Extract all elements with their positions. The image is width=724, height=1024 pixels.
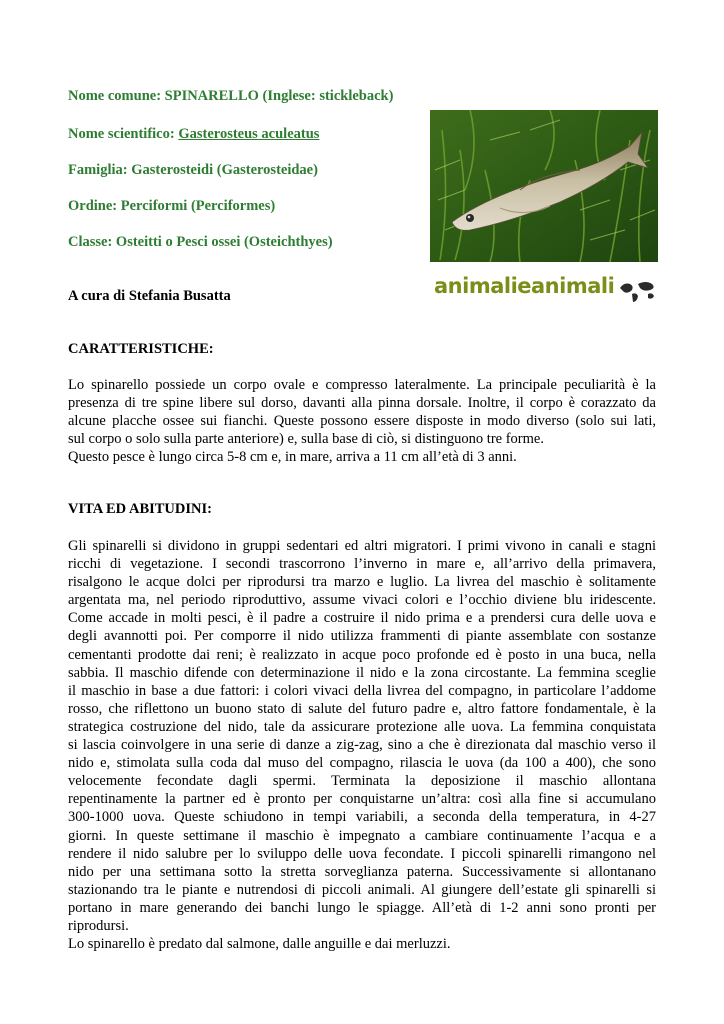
section-title-vita: VITA ED ABITUDINI: bbox=[68, 501, 212, 517]
paragraph-vita bbox=[68, 537, 656, 953]
text-line: degli avannotti poi. Per comporre il nido utilizza frammenti di piante assemblate con sostanze bbox=[68, 628, 656, 645]
text-line: sabbia. Il maschio difende con determinazione il nido e la zona circostante. La femmina sceglie bbox=[68, 664, 656, 681]
order: Ordine: Perciformi (Perciformes) bbox=[68, 198, 276, 214]
text-line: Come accade in molti pesci, è il padre a costruire il nido prima e a prendersi cura delle uova e bbox=[68, 610, 656, 627]
text-line: argentata ma, nel periodo riproduttivo, assume vivaci colori e l’occhio diviene blu iridescente. bbox=[68, 592, 656, 609]
text-line: nido per una settimana sotto la stretta sorveglianza paterna. Successivamente si allontanano bbox=[68, 863, 656, 880]
text-line: stazionando tra le piante e nutrendosi di piccoli animali. Al giungere dell’estate gli spinarelli si bbox=[68, 881, 656, 898]
text-line: presenza di tre spine libere sul dorso, davanti alla pinna dorsale. Inoltre, il corpo è corazzato da bbox=[68, 395, 656, 412]
family: Famiglia: Gasterosteidi (Gasterosteidae) bbox=[68, 162, 318, 178]
world-map-icon bbox=[618, 278, 658, 304]
class: Classe: Osteitti o Pesci ossei (Osteichthyes) bbox=[68, 234, 333, 250]
text-line: repentinamente la partner ed è pronto per conquistarne un’altra: così alla fine si accumulano bbox=[68, 791, 656, 808]
scientific-name bbox=[68, 125, 420, 143]
paragraph-caratteristiche bbox=[68, 376, 656, 466]
text-line: riprodursi. bbox=[68, 917, 129, 934]
text-line: velocemente fecondate dagli spermi. Terminata la deposizione il maschio allontana bbox=[68, 773, 656, 790]
text-line: rosso, che riflettono un buono stato di salute del futuro padre e, altro fattore fondamentale, è la bbox=[68, 700, 656, 717]
author: A cura di Stefania Busatta bbox=[68, 288, 231, 304]
text-line: si lascia coinvolgere in una serie di danze a zig-zag, sino a che è direzionata dal maschio verso il bbox=[68, 737, 656, 754]
scientific-name-label: Nome scientifico: bbox=[68, 126, 179, 142]
text-line: Gli spinarelli si dividono in gruppi sedentari ed altri migratori. I primi vivono in canali e stagni bbox=[68, 538, 656, 554]
text-line: alcune placche ossee sui fianchi. Queste possono essere disposte in modo diverso (solo sui lati, bbox=[68, 413, 656, 430]
text-line: il maschio in base a due fattori: i colori vivaci della livrea del compagno, in particolare l’addome bbox=[68, 682, 656, 699]
text-line: nido e, stimolata sulla coda dal muso del compagno, rilascia le uova (da 100 a 400), che sono bbox=[68, 755, 656, 772]
text-line: Lo spinarello è predato dal salmone, dalle anguille e dai merluzzi. bbox=[68, 936, 451, 953]
section-title-caratteristiche: CARATTERISTICHE: bbox=[68, 341, 214, 357]
text-line: cementanti prodotte dai reni; è realizzato in acque poco profonde ed è posto in una buca, nella bbox=[68, 646, 656, 663]
text-line: Lo spinarello possiede un corpo ovale e compresso lateralmente. La principale peculiarità è la bbox=[68, 377, 656, 393]
animali-e-animali-logo bbox=[430, 270, 658, 310]
text-line: sul corpo o solo sulla parte anteriore) e, sulla base di ciò, si distinguono tre forme. bbox=[68, 431, 544, 448]
text-line: strategica costruzione del nido, tale da assicurare protezione alle uova. La femmina conquistata bbox=[68, 718, 656, 735]
logo-text: animalieanimali bbox=[434, 274, 615, 298]
text-line: giorni. In queste settimane il maschio è impegnato a cambiare continuamente l’acqua e a bbox=[68, 827, 656, 844]
text-line: portano in mare generando dei banchi lungo le spiagge. All’età di 1-2 anni sono pronti per bbox=[68, 899, 656, 916]
text-line: 300-1000 uova. Queste schiudono in tempi variabili, a seconda della temperatura, in 4-27 bbox=[68, 809, 656, 826]
scientific-name-value[interactable]: Gasterosteus aculeatus bbox=[178, 126, 320, 142]
text-line: rendere il nido salubre per lo sviluppo delle uova fecondate. I piccoli spinarelli rimangono nel bbox=[68, 845, 656, 862]
text-line: Questo pesce è lungo circa 5-8 cm e, in mare, arriva a 11 cm all’età di 3 anni. bbox=[68, 449, 517, 466]
common-name: Nome comune: SPINARELLO (Inglese: stickleback) bbox=[68, 88, 394, 104]
stickleback-fish-photo bbox=[430, 110, 658, 262]
text-line: ricchi di vegetazione. I secondi trascorrono l’inverno in mare e, all’arrivo della primavera, bbox=[68, 556, 656, 573]
text-line: risalgono le acque dolci per riprodursi tra marzo e luglio. La livrea del maschio è solitamente bbox=[68, 574, 656, 591]
